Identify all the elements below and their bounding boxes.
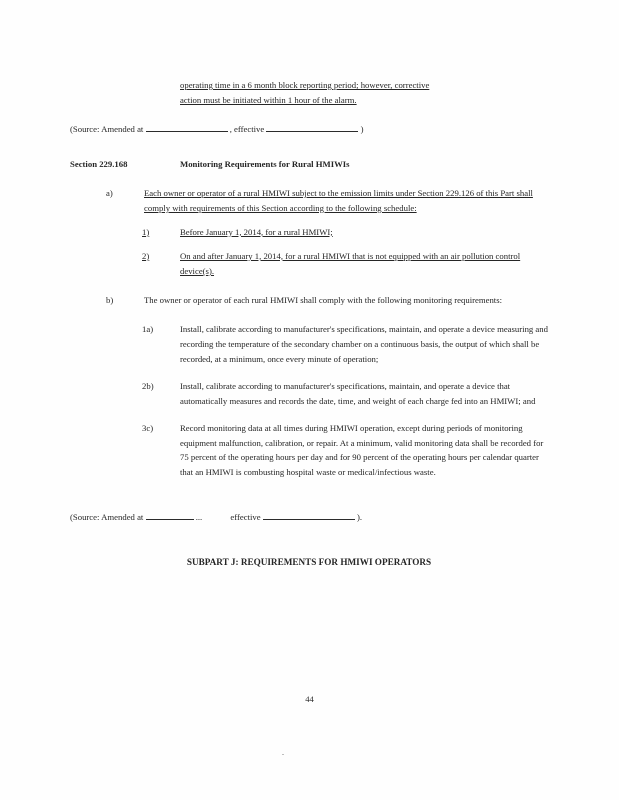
section-title: Monitoring Requirements for Rural HMIWIs: [180, 158, 350, 169]
source-note-bottom: [70, 510, 548, 525]
footer-mark: .: [282, 748, 284, 757]
paragraph-b-item-3: [142, 421, 548, 481]
section-number: Section 229.168: [70, 158, 128, 169]
paragraph-a-item-2-text: On and after January 1, 2014, for a rural HMIWI that is not equipped with an air pollution control device(s).: [180, 250, 521, 276]
source-note-bottom-dots: ...: [195, 512, 203, 523]
paragraph-a-item-2: [142, 249, 548, 279]
fragment-line-1: operating time in a 6 month block reporting period; however, corrective: [180, 80, 430, 90]
paragraph-b-item-1: [142, 322, 548, 367]
source-note-bottom-suffix: ).: [356, 512, 363, 523]
source-note-top: [70, 122, 548, 137]
paragraph-b-text: The owner or operator of each rural HMIWI shall comply with the following monitoring requirements:: [144, 294, 503, 305]
fragment-line-2: action must be initiated within 1 hour of the alarm.: [180, 94, 357, 105]
source-note-top-prefix: (Source: Amended at: [70, 123, 144, 134]
page-number: 44: [305, 694, 314, 704]
document-body: [70, 78, 548, 571]
paragraph-a-item-1-text: Before January 1, 2014, for a rural HMIWI;: [180, 226, 333, 237]
paragraph-b-item-1-label: 1a): [142, 323, 154, 334]
source-note-top-suffix: ): [360, 123, 364, 134]
paragraph-a: [106, 186, 548, 216]
paragraph-a-item-2-label: 2): [142, 250, 150, 261]
paragraph-b-item-2-text: Install, calibrate according to manufacturer's specifications, maintain, and operate a device that automatically measures and records the date, time, and weight of each charge fed into an HMIWI; and: [180, 380, 536, 406]
paragraph-b-item-3-label: 3c): [142, 422, 154, 433]
source-note-bottom-middle: effective: [230, 512, 261, 523]
subpart-heading: SUBPART J: REQUIREMENTS FOR HMIWI OPERATORS: [186, 557, 432, 568]
paragraph-b-item-3-text: Record monitoring data at all times during HMIWI operation, except during periods of monitoring equipment malfunction, calibration, or repair. At a minimum, valid monitoring data shall be recorded for 75 percent of the operating hours per day and for 90 percent of the operating hours per calendar quarter that an HMIWI is combusting hospital waste or medical/infectious waste.: [180, 422, 544, 478]
paragraph-b-item-2-label: 2b): [142, 380, 154, 391]
paragraph-a-label: a): [106, 187, 113, 198]
paragraph-b: [106, 293, 548, 308]
paragraph-a-item-1: [142, 225, 548, 240]
source-note-top-blank-effective: [266, 122, 358, 132]
paragraph-a-item-1-label: 1): [142, 226, 150, 237]
source-note-top-blank-date: [146, 122, 228, 132]
paragraph-a-text: Each owner or operator of a rural HMIWI subject to the emission limits under Section 229.126 of this Part shall comply with requirements of this Section according to the following schedule:: [144, 187, 533, 213]
source-note-top-middle: , effective: [229, 123, 265, 134]
paragraph-b-item-2: [142, 379, 548, 409]
paragraph-b-item-1-text: Install, calibrate according to manufacturer's specifications, maintain, and operate a device measuring and recording the temperature of the secondary chamber on a continuous basis, the output of which shall be recorded, at a minimum, once every minute of operation;: [180, 323, 548, 364]
continued-paragraph-fragment: [180, 78, 548, 108]
paragraph-b-label: b): [106, 294, 114, 305]
section-heading: [70, 157, 548, 172]
source-note-bottom-blank-date: [146, 510, 194, 520]
source-note-bottom-blank-effective: [263, 510, 355, 520]
source-note-bottom-prefix: (Source: Amended at: [70, 512, 144, 523]
